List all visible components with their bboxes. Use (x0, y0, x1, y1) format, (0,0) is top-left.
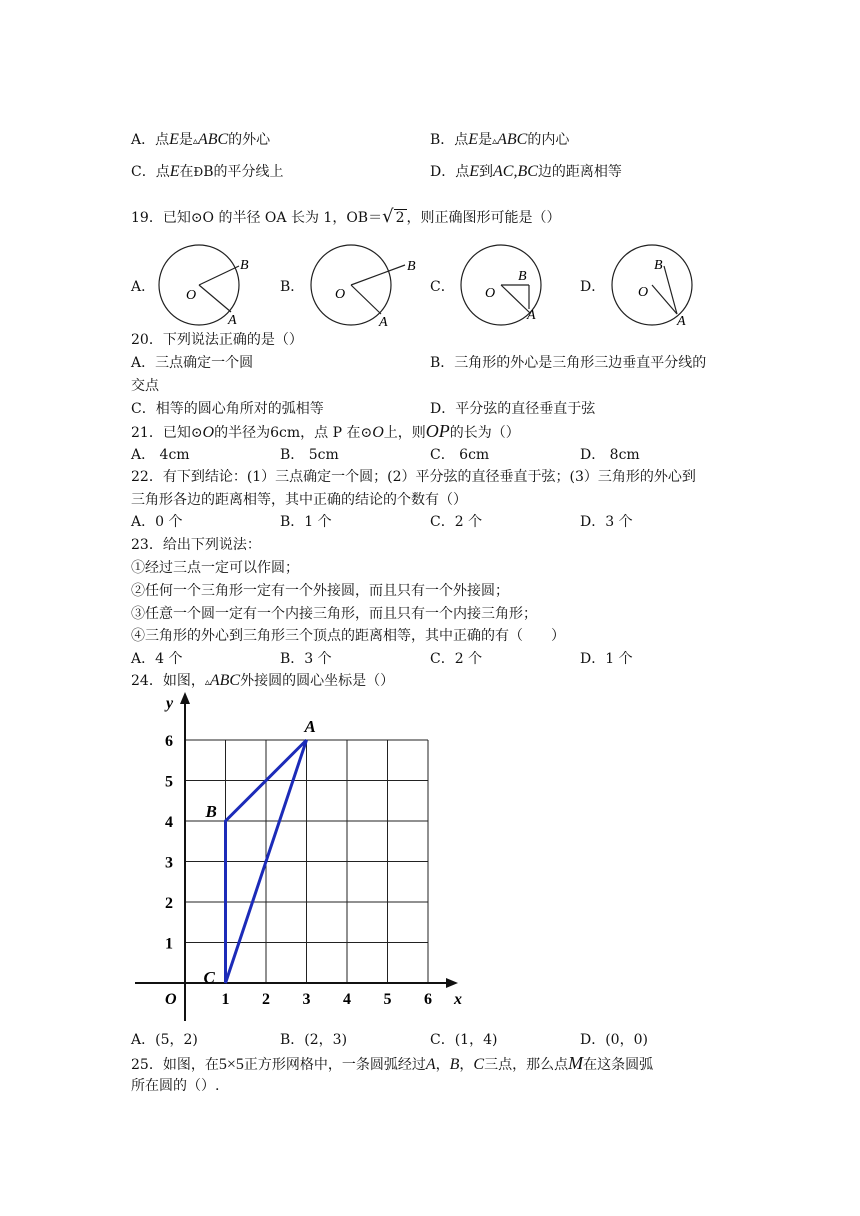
triangle-symbol: ▵ (492, 136, 498, 147)
q23-option-a: A．4 个 (131, 651, 183, 667)
circle-o: O (202, 424, 215, 441)
y-axis-label: y (166, 695, 174, 712)
point-o-label: O (186, 288, 197, 303)
q18-option-c (131, 163, 283, 181)
y-tick-label: 4 (165, 814, 173, 831)
q23-option-d: D．1 个 (580, 651, 633, 667)
point-label-c: C (203, 968, 215, 987)
q19-label-c: C． (430, 279, 455, 295)
x-tick-label: 6 (424, 991, 432, 1008)
segment-ob (351, 265, 405, 285)
q22-option-a: A．0 个 (131, 514, 183, 530)
q24-option-b: B．(2，3) (280, 1032, 348, 1048)
option-text: 是 (178, 132, 193, 148)
point-o-label: O (485, 286, 496, 301)
stem-text: 上，则 (383, 425, 426, 441)
point-b-label: B (407, 259, 416, 274)
stem-text: 21．已知⊙ (131, 425, 203, 441)
triangle-symbol: ▵ (192, 136, 198, 147)
point-m: M (568, 1053, 584, 1073)
x-tick-label: 3 (302, 991, 311, 1008)
point-label-b: B (205, 802, 217, 821)
x-axis-label: x (454, 991, 462, 1008)
option-text: A．点 (131, 132, 170, 148)
q19-label-a: A． (131, 279, 156, 295)
q25-stem-line1: 25．如图，在5×5正方形网格中，一条圆弧经过A，B，C三点，那么点M在这条圆弧 (131, 1053, 654, 1073)
y-tick-label: 2 (165, 895, 173, 912)
y-axis-arrow (180, 692, 190, 704)
option-text: C．点 (131, 164, 170, 180)
segment-ob (199, 266, 239, 285)
point-a-label: A (379, 315, 388, 327)
option-text: 的平分线上 (213, 164, 284, 180)
stem-text: 的半径为6cm，点 P 在⊙ (214, 425, 373, 441)
segment-op: OP (425, 421, 450, 441)
q23-item-2: ②任何一个三角形一定有一个外接圆，而且只有一个外接圆； (131, 583, 509, 599)
q18-option-b (430, 131, 569, 151)
q19-figure-a (155, 243, 255, 327)
origin-label: O (165, 991, 177, 1008)
stem-text: ，则正确图形可能是（） (406, 210, 561, 226)
stem-text: 三点，那么点 (484, 1057, 569, 1073)
triangle-name: ABC (197, 131, 229, 148)
sqrt-symbol: √ (382, 206, 394, 227)
q19-label-b: B． (280, 279, 305, 295)
q21-stem (131, 422, 520, 442)
x-tick-label: 1 (221, 991, 230, 1008)
option-text: 的内心 (527, 132, 570, 148)
stem-text: 24．如图， (131, 673, 205, 689)
point-a: A (425, 1056, 436, 1073)
q20-option-d: D．平分弦的直径垂直于弦 (430, 401, 596, 417)
stem-text: 25．如图，在 (131, 1057, 219, 1073)
x-tick-label: 5 (383, 991, 392, 1008)
q22-option-d: D．3 个 (580, 514, 633, 530)
q23-item-4: ④三角形的外心到三角形三个顶点的距离相等，其中正确的有（ ） (131, 628, 565, 644)
point-e: E (468, 131, 479, 148)
stem-text: 19．已知⊙O 的半径 OA 长为 1，OB＝ (131, 210, 383, 226)
point-a-label: A (677, 314, 686, 327)
grid-lines (185, 740, 428, 983)
q19-stem (131, 208, 561, 227)
q19-figure-d (605, 243, 705, 327)
q24-option-a: A．(5，2) (131, 1032, 198, 1048)
q22-option-b: B．1 个 (280, 514, 332, 530)
q23-option-b: B．3 个 (280, 651, 332, 667)
q20-option-a: A．三点确定一个圆 (131, 355, 254, 371)
segment-oa (199, 285, 231, 312)
angle-name: B (203, 164, 214, 180)
y-tick-label: 1 (165, 935, 173, 953)
x-tick-label: 4 (343, 991, 351, 1008)
point-b: B (449, 1056, 460, 1073)
q18-option-d (430, 163, 622, 181)
q25-stem-line2: 所在圆的（）. (131, 1078, 220, 1094)
x-axis-arrow (446, 978, 458, 988)
q21-option-d: D． 8cm (580, 447, 640, 463)
triangle-symbol: ▵ (204, 677, 210, 688)
q24-option-c: C．(1，4) (430, 1032, 498, 1048)
x-tick-label: 2 (262, 991, 270, 1008)
q19-figure-c (455, 243, 555, 327)
point-o-label: O (335, 287, 346, 302)
sqrt-value: 2 (395, 210, 405, 226)
q23-option-c: C．2 个 (430, 651, 483, 667)
circle-o: O (372, 424, 384, 441)
point-o-label: O (638, 285, 649, 300)
segment-oa (351, 285, 381, 314)
stem-text: 在这条圆弧 (583, 1057, 654, 1073)
option-text: 边的距离相等 (537, 164, 622, 180)
stem-text: 的长为（） (449, 425, 520, 441)
q20-option-b-continued: 交点 (131, 378, 159, 394)
option-text: B．点 (430, 132, 469, 148)
q22-stem-line2: 三角形各边的距离相等，其中正确的结论的个数有（） (131, 492, 467, 508)
point-b-label: B (240, 258, 249, 273)
option-text: 是 (478, 132, 493, 148)
q21-option-a: A． 4cm (131, 447, 190, 463)
triangle-name: ABC (497, 131, 528, 148)
option-text: 的外心 (228, 132, 271, 148)
point-label-a: A (304, 717, 316, 736)
q20-option-b: B．三角形的外心是三角形三边垂直平分线的 (430, 355, 707, 371)
option-text: D．点 (430, 164, 470, 180)
y-tick-label: 5 (165, 773, 173, 791)
option-text: 到 (479, 164, 494, 180)
q19-label-d: D． (580, 279, 606, 295)
q21-option-c: C． 6cm (430, 447, 490, 463)
q22-stem-line1: 22．有下到结论：(1）三点确定一个圆；(2）平分弦的直径垂直于弦；(3）三角形的外心到 (131, 469, 696, 485)
q24-option-d: D．(0，0) (580, 1032, 648, 1048)
stem-text: 正方形网格中，一条圆弧经过 (243, 1057, 426, 1073)
y-tick-label: 6 (165, 733, 173, 750)
point-e: E (169, 163, 180, 180)
point-a-label: A (228, 313, 237, 327)
segment-oa (501, 285, 530, 313)
q23-item-3: ③任意一个圆一定有一个内接三角形，而且只有一个内接三角形； (131, 606, 537, 622)
angle-symbol: Ð (193, 165, 204, 179)
point-e: E (169, 131, 179, 148)
triangle-name: ABC (209, 672, 241, 689)
point-b-label: B (518, 269, 527, 284)
option-text: 在 (179, 164, 194, 180)
y-tick-label: 3 (165, 854, 173, 872)
point-e: E (469, 163, 480, 180)
grid-size: 5×5 (218, 1056, 244, 1073)
segments: AC,BC (493, 163, 538, 180)
q24-stem (131, 672, 394, 692)
q20-stem: 20．下列说法正确的是（） (131, 332, 303, 348)
stem-text: 外接圆的圆心坐标是（） (240, 673, 395, 689)
q19-figure-b (305, 243, 430, 327)
q21-option-b: B． 5cm (280, 447, 339, 463)
point-c: C (473, 1056, 485, 1073)
point-a-label: A (527, 308, 536, 323)
q18-option-a (131, 131, 270, 151)
point-b-label: B (654, 258, 663, 273)
q23-stem: 23．给出下列说法： (131, 537, 261, 553)
tick-labels (165, 733, 432, 1008)
q20-option-c: C．相等的圆心角所对的弧相等 (131, 401, 324, 417)
q23-item-1: ①经过三点一定可以作圆； (131, 560, 299, 576)
coordinate-grid-chart (130, 690, 480, 1030)
q22-option-c: C．2 个 (430, 514, 483, 530)
point-labels (204, 717, 316, 987)
